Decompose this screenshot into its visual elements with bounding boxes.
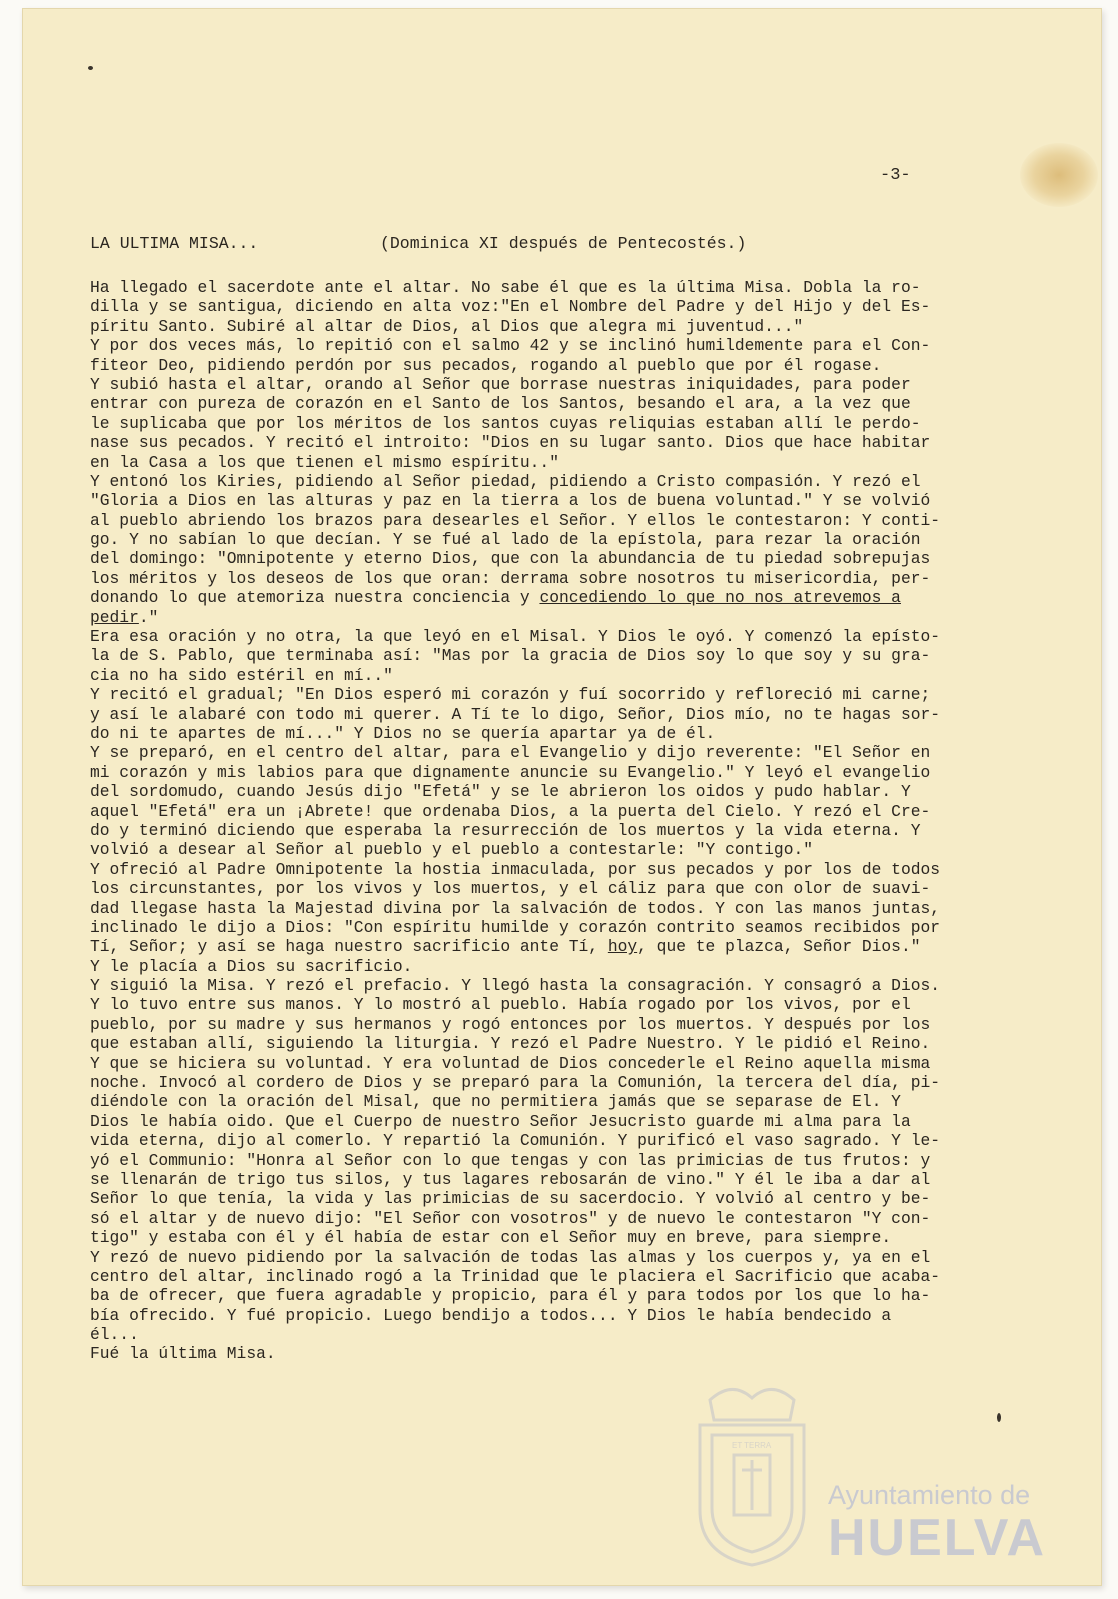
document-title: LA ULTIMA MISA...	[90, 234, 259, 253]
text-line: Y rezó de nuevo pidiendo por la salvación de todas las almas y los cuerpos y, ya en el	[90, 1247, 931, 1267]
underlined-word: hoy	[607, 937, 638, 957]
text-line: nase sus pecados. Y recitó el introito: "Dios en su lugar santo. Dios que hace habitar	[90, 433, 931, 453]
document-header	[90, 234, 1030, 258]
text-line: del domingo: "Omnipotente y eterno Dios, que con la abundancia de tu piedad sobrepujas	[90, 549, 931, 569]
text-line: Y ofreció al Padre Omnipotente la hostia inmaculada, por sus pecados y por los de todos	[90, 859, 941, 879]
text-line: Y entonó los Kiries, pidiendo al Señor piedad, pidiendo a Cristo compasión. Y rezó el	[90, 471, 921, 491]
text-line: Y recitó el gradual; "En Dios esperó mi corazón y fuí socorrido y refloreció mi carne;	[90, 685, 931, 705]
text-line: se llenarán de trigo tus silos, y tus lagares rebosarán de vino." Y él le iba a dar al	[90, 1169, 931, 1189]
text-line: noche. Invocó al cordero de Dios y se preparó para la Comunión, la tercera del día, pi-	[90, 1073, 941, 1093]
text-line: en la Casa a los que tienen el mismo espíritu.."	[90, 452, 559, 472]
document-page	[22, 8, 1102, 1586]
text-line: los méritos y los deseos de los que oran: derrama sobre nosotros tu misericordia, per-	[90, 568, 931, 588]
text-line: yó el Communio: "Honra al Señor con lo que tengas y con las primicias de tus frutos: y	[90, 1150, 931, 1170]
underlined-phrase: concediendo lo que no nos atrevemos a	[539, 588, 901, 608]
text-line: volvió a desear al Señor al pueblo y el pueblo a contestarle: "Y contigo."	[90, 840, 814, 860]
stain	[1020, 143, 1098, 207]
text-line: entrar con pureza de corazón en el Santo de los Santos, besando el ara, a la vez que	[90, 394, 911, 414]
text-line: Era esa oración y no otra, la que leyó en el Misal. Y Dios le oyó. Y comenzó la epísto-	[90, 627, 941, 647]
text-line: inclinado le dijo a Dios: "Con espíritu humilde y corazón contrito seamos recibidos por	[90, 917, 941, 937]
text-line: Fué la última Misa.	[90, 1344, 276, 1364]
text-line: Y le placía a Dios su sacrificio.	[90, 956, 413, 976]
text-line: al pueblo abriendo los brazos para desearles el Señor. Y ellos le contestaron: Y conti-	[90, 510, 941, 530]
text-line: do ni te apartes de mí..." Y Dios no se quería apartar ya de él.	[90, 723, 716, 743]
text-line: só el altar y de nuevo dijo: "El Señor con vosotros" y de nuevo le contestaron "Y con-	[90, 1208, 931, 1228]
text-line: cia no ha sido estéril en mí.."	[90, 665, 393, 685]
watermark-line2: HUELVA	[828, 1509, 1047, 1567]
text-line: fiteor Deo, pidiendo perdón por sus pecados, rogando al pueblo que por él rogase.	[90, 355, 882, 375]
text-line: go. Y no sabían lo que decían. Y se fué al lado de la epístola, para rezar la oración	[90, 530, 921, 550]
text-line: dilla y se santigua, diciendo en alta voz:"En el Nombre del Padre y del Hijo y del Es-	[90, 297, 931, 317]
text-line: Y siguió la Misa. Y rezó el prefacio. Y llegó hasta la consagración. Y consagró a Dios.	[90, 976, 941, 996]
watermark-line1: Ayuntamiento de	[828, 1480, 1031, 1510]
text-line: mi corazón y mis labios para que dignamente anuncie su Evangelio." Y leyó el evangelio	[90, 762, 931, 782]
text-line: ba de ofrecer, que fuera agradable y propicio, para él y para todos por los que lo ha-	[90, 1286, 931, 1306]
text-line: y así le alabaré con todo mi querer. A Tí te lo digo, Señor, Dios mío, no te hagas sor-	[90, 704, 941, 724]
text-line: do y terminó diciendo que esperaba la resurrección de los muertos y la vida eterna. Y	[90, 820, 921, 840]
text-line: "Gloria a Dios en las alturas y paz en la tierra a los de buena voluntad." Y se volvió	[90, 491, 931, 511]
text-line: pedir."	[90, 607, 159, 627]
text-line: que estaban allí, siguiendo la liturgia. Y rezó el Padre Nuestro. Y le pidió el Reino.	[90, 1034, 931, 1054]
text-line: bía ofrecido. Y fué propicio. Luego bendijo a todos... Y Dios le había bendecido a	[90, 1305, 892, 1325]
text-line: Y subió hasta el altar, orando al Señor que borrase nuestras iniquidades, para poder	[90, 374, 911, 394]
text-line: vida eterna, dijo al comerlo. Y repartió la Comunión. Y purificó el vaso sagrado. Y le-	[90, 1131, 941, 1151]
document-body	[90, 278, 1020, 1364]
text-line: aquel "Efetá" era un ¡Abrete! que ordenaba Dios, a la puerta del Cielo. Y rezó el Cre-	[90, 801, 931, 821]
text-line: Señor lo que tenía, la vida y las primicias de su sacerdocio. Y volvió al centro y be-	[90, 1189, 931, 1209]
text-line: los circunstantes, por los vivos y los muertos, y el cáliz para que con olor de suavi-	[90, 879, 931, 899]
text-line: píritu Santo. Subiré al altar de Dios, al Dios que alegra mi juventud..."	[90, 316, 804, 336]
text-line: diéndole con la oración del Misal, que no permitiera jamás que se separase de El. Y	[90, 1092, 901, 1112]
text-line: Y se preparó, en el centro del altar, para el Evangelio y dijo reverente: "El Señor en	[90, 743, 931, 763]
underlined-phrase: pedir	[90, 607, 139, 627]
text-line: Y lo tuvo entre sus manos. Y lo mostró al pueblo. Había rogado por los vivos, por el	[90, 995, 911, 1015]
text-line: del sordomudo, cuando Jesús dijo "Efetá" y se le abrieron los oidos y pudo hablar. Y	[90, 782, 911, 802]
text-line: Dios le había oido. Que el Cuerpo de nuestro Señor Jesucristo guarde mi alma para la	[90, 1111, 911, 1131]
watermark-crest-text: ET TERRA	[732, 1441, 772, 1450]
text-line: centro del altar, inclinado rogó a la Trinidad que le placiera el Sacrificio que acaba-	[90, 1266, 941, 1286]
text-line: le suplicaba que por los méritos de los santos cuyas reliquias estaban allí le perdo-	[90, 413, 921, 433]
text-line: donando lo que atemoriza nuestra conciencia y concediendo lo que no nos atrevemos a	[90, 588, 901, 608]
text-line: Ha llegado el sacerdote ante el altar. No sabe él que es la última Misa. Dobla la ro-	[90, 278, 921, 297]
page-number: -3-	[880, 166, 911, 185]
text-line: pueblo, por su madre y sus hermanos y rogó entonces por los muertos. Y después por los	[90, 1014, 931, 1034]
text-line: Y por dos veces más, lo repitió con el salmo 42 y se inclinó humildemente para el Con-	[90, 336, 931, 356]
text-line: Tí, Señor; y así se haga nuestro sacrificio ante Tí, hoy, que te plazca, Señor Dios."	[90, 937, 921, 957]
text-line: dad llegase hasta la Majestad divina por la salvación de todos. Y con las manos juntas,	[90, 898, 941, 918]
text-line: Y que se hiciera su voluntad. Y era voluntad de Dios concederle el Reino aquella misma	[90, 1053, 931, 1073]
document-subtitle: (Dominica XI después de Pentecostés.)	[380, 234, 747, 253]
text-line: él...	[90, 1325, 139, 1345]
text-line: tigo" y estaba con él y él había de estar con el Señor muy en breve, para siempre.	[90, 1228, 892, 1248]
ink-speck	[88, 66, 93, 70]
text-line: la de S. Pablo, que terminaba así: "Mas por la gracia de Dios soy lo que soy y su gra-	[90, 646, 931, 666]
